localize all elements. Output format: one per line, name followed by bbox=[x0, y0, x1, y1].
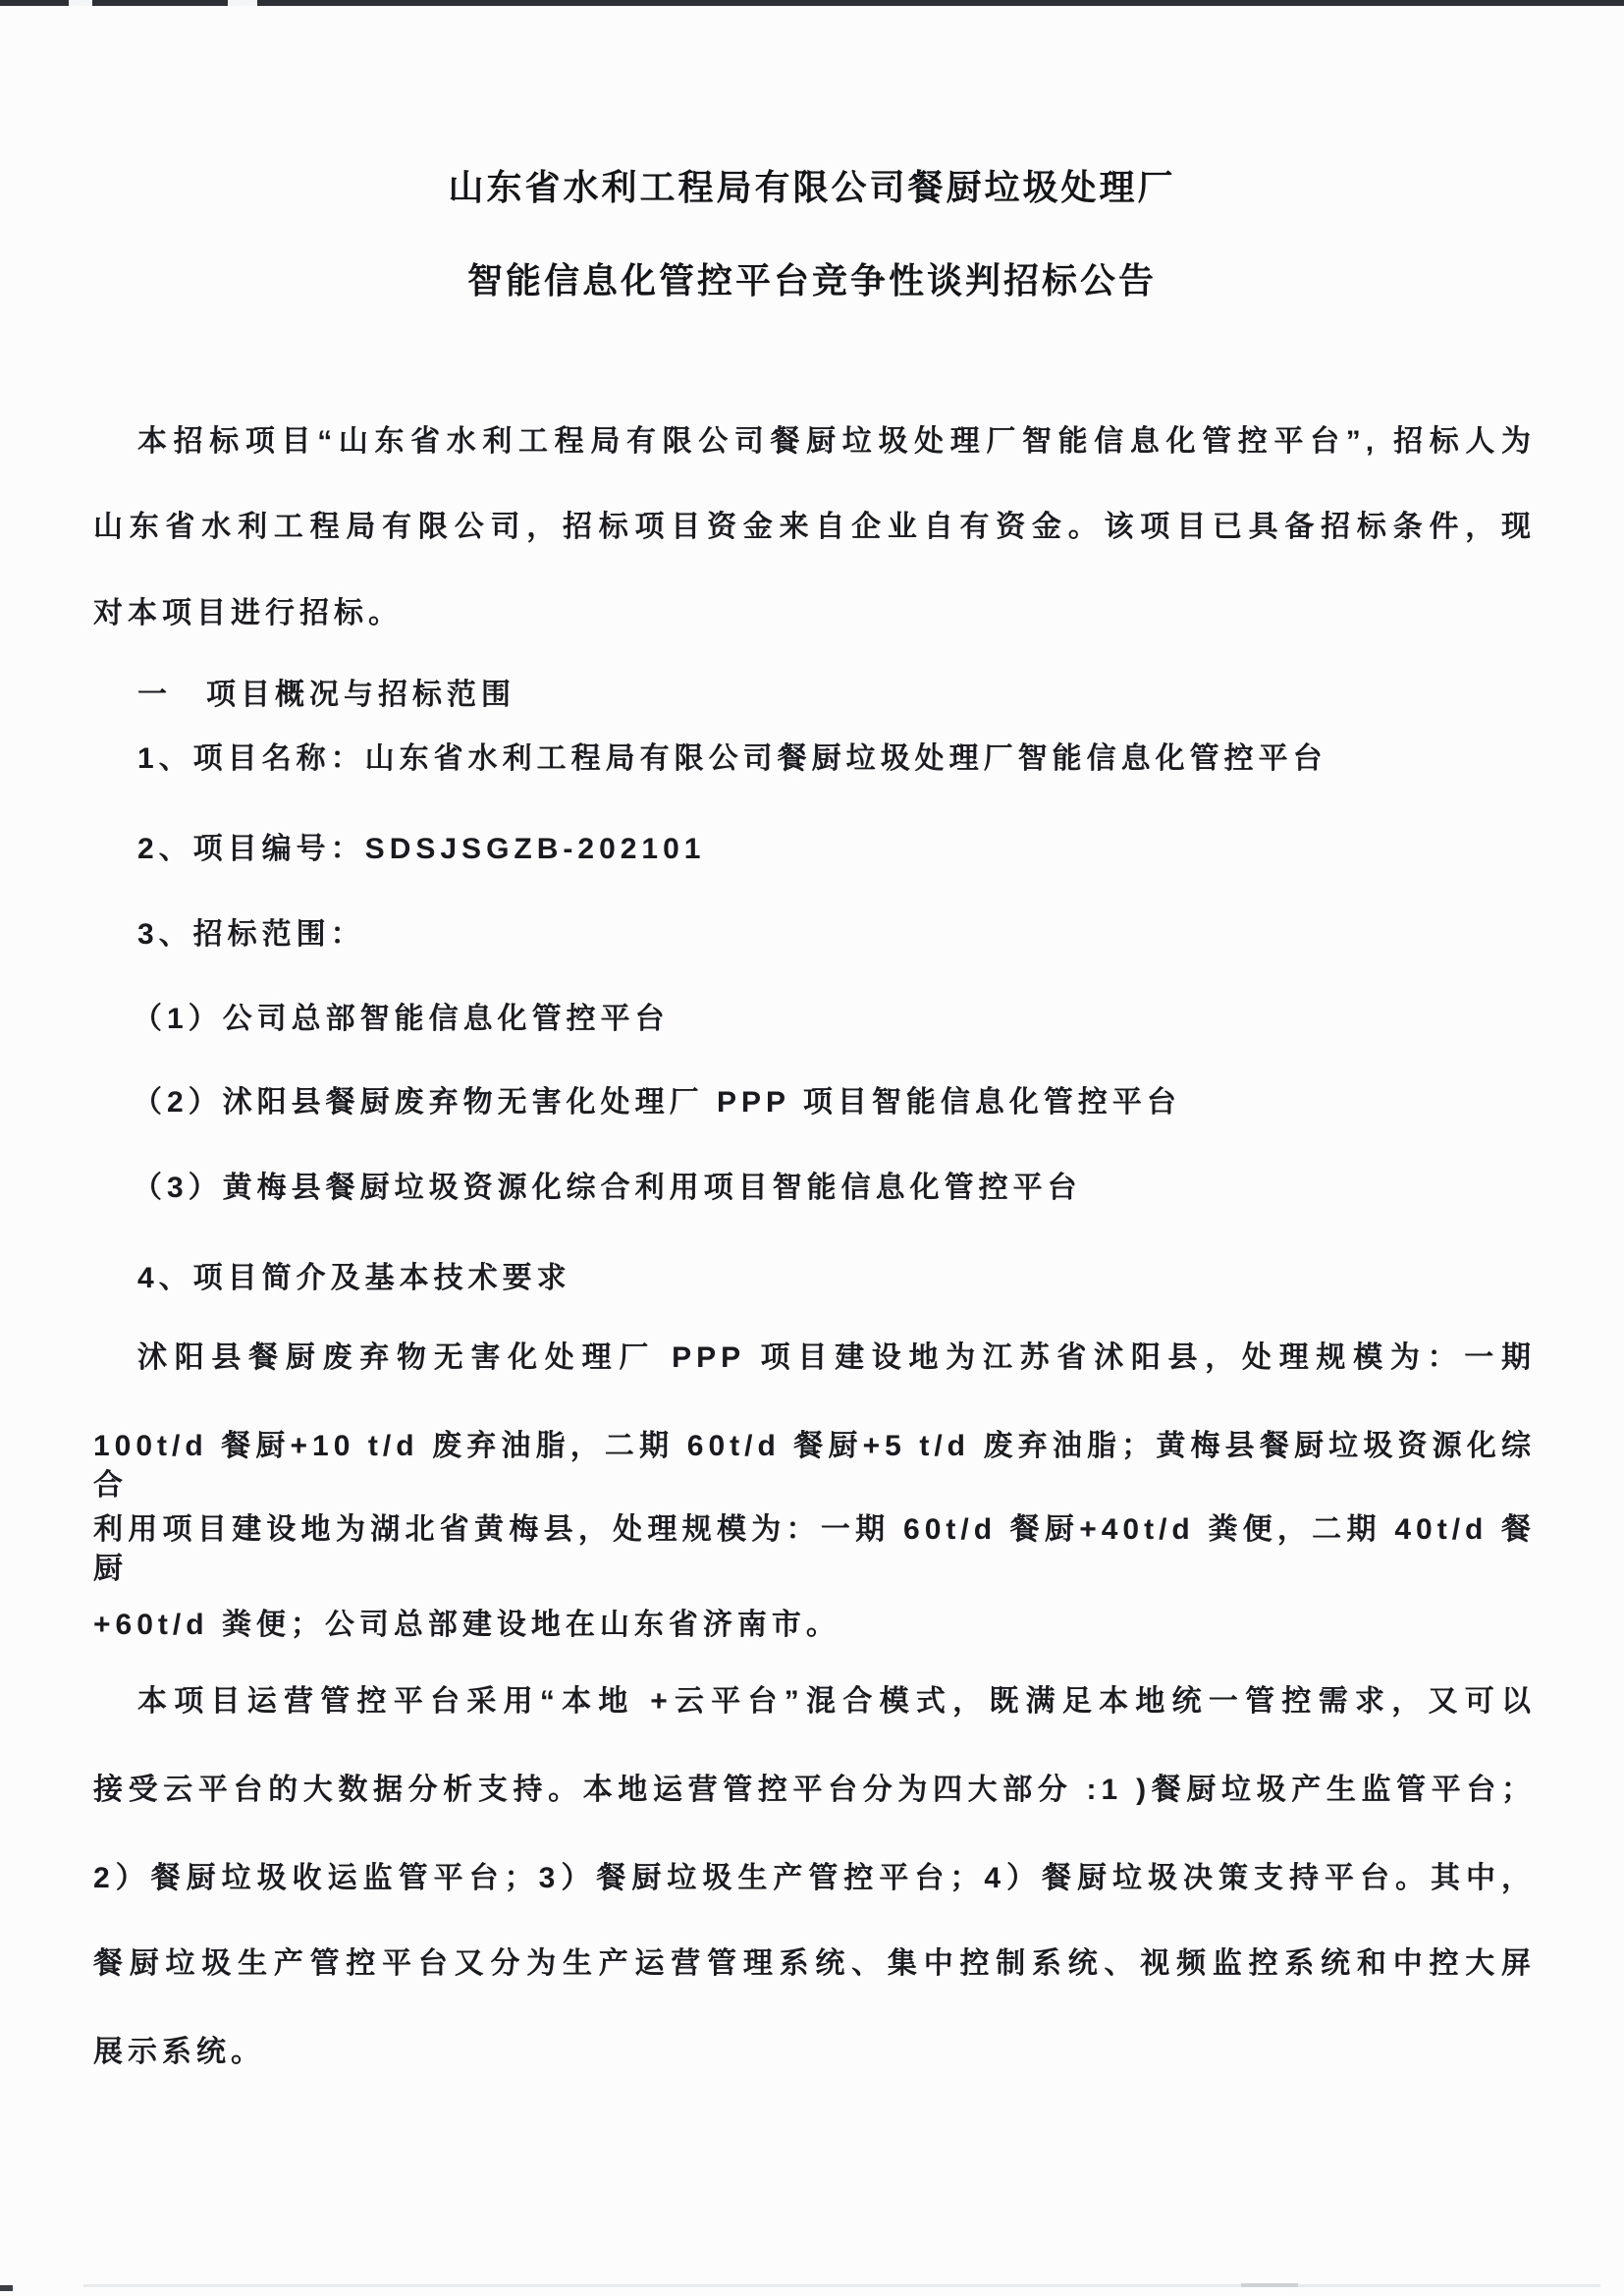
scan-bottom-edge-segment bbox=[1241, 2283, 1298, 2287]
scope-item-2: （2）沭阳县餐厨废弃物无害化处理厂 PPP 项目智能信息化管控平台 bbox=[133, 1086, 1181, 1119]
scan-bottom-edge-artifact bbox=[83, 2284, 1600, 2287]
item-project-brief: 4、项目简介及基本技术要求 bbox=[137, 1262, 571, 1294]
platform-paragraph-line-4: 餐厨垃圾生产管控平台又分为生产运营管理系统、集中控制系统、视频监控系统和中控大屏 bbox=[93, 1947, 1536, 1980]
document-title-line-2: 智能信息化管控平台竞争性谈判招标公告 bbox=[466, 260, 1157, 301]
scan-corner-mark bbox=[0, 2285, 13, 2291]
platform-paragraph-line-3: 2）餐厨垃圾收运监管平台；3）餐厨垃圾生产管控平台；4）餐厨垃圾决策支持平台。其中， bbox=[93, 1862, 1536, 1894]
document-title-line-1: 山东省水利工程局有限公司餐厨垃圾处理厂 bbox=[448, 167, 1176, 207]
item-project-name: 1、项目名称：山东省水利工程局有限公司餐厨垃圾处理厂智能信息化管控平台 bbox=[137, 742, 1327, 775]
brief-paragraph-line-2: 100t/d 餐厨+10 t/d 废弃油脂，二期 60t/d 餐厨+5 t/d 废弃油脂；黄梅县餐厨垃圾资源化综合 bbox=[93, 1430, 1536, 1502]
scan-top-edge-gap bbox=[228, 0, 257, 6]
intro-line-3: 对本项目进行招标。 bbox=[93, 597, 403, 629]
platform-paragraph-line-2: 接受云平台的大数据分析支持。本地运营管控平台分为四大部分 :1 )餐厨垃圾产生监管平台； bbox=[93, 1774, 1536, 1806]
intro-line-1: 本招标项目“山东省水利工程局有限公司餐厨垃圾处理厂智能信息化管控平台”, 招标人为 bbox=[137, 425, 1536, 458]
scope-item-1: （1）公司总部智能信息化管控平台 bbox=[133, 1003, 670, 1035]
brief-paragraph-line-1: 沭阳县餐厨废弃物无害化处理厂 PPP 项目建设地为江苏省沭阳县，处理规模为：一期 bbox=[137, 1341, 1536, 1374]
section-heading-overview: 一 项目概况与招标范围 bbox=[137, 679, 515, 711]
scan-top-edge-gap bbox=[69, 0, 92, 6]
item-bidding-scope: 3、招标范围： bbox=[137, 918, 365, 951]
item-project-number: 2、项目编号：SDSJSGZB-202101 bbox=[137, 833, 706, 865]
scope-item-3: （3）黄梅县餐厨垃圾资源化综合利用项目智能信息化管控平台 bbox=[133, 1172, 1082, 1204]
platform-paragraph-line-5: 展示系统。 bbox=[93, 2036, 265, 2068]
platform-paragraph-line-1: 本项目运营管控平台采用“本地 +云平台”混合模式，既满足本地统一管控需求，又可以 bbox=[137, 1685, 1536, 1718]
brief-paragraph-line-3: 利用项目建设地为湖北省黄梅县，处理规模为：一期 60t/d 餐厨+40t/d 粪便，二期 40t/d 餐厨 bbox=[93, 1513, 1536, 1585]
brief-paragraph-line-4: +60t/d 粪便；公司总部建设地在山东省济南市。 bbox=[93, 1609, 840, 1641]
intro-line-2: 山东省水利工程局有限公司，招标项目资金来自企业自有资金。该项目已具备招标条件，现 bbox=[93, 511, 1536, 543]
